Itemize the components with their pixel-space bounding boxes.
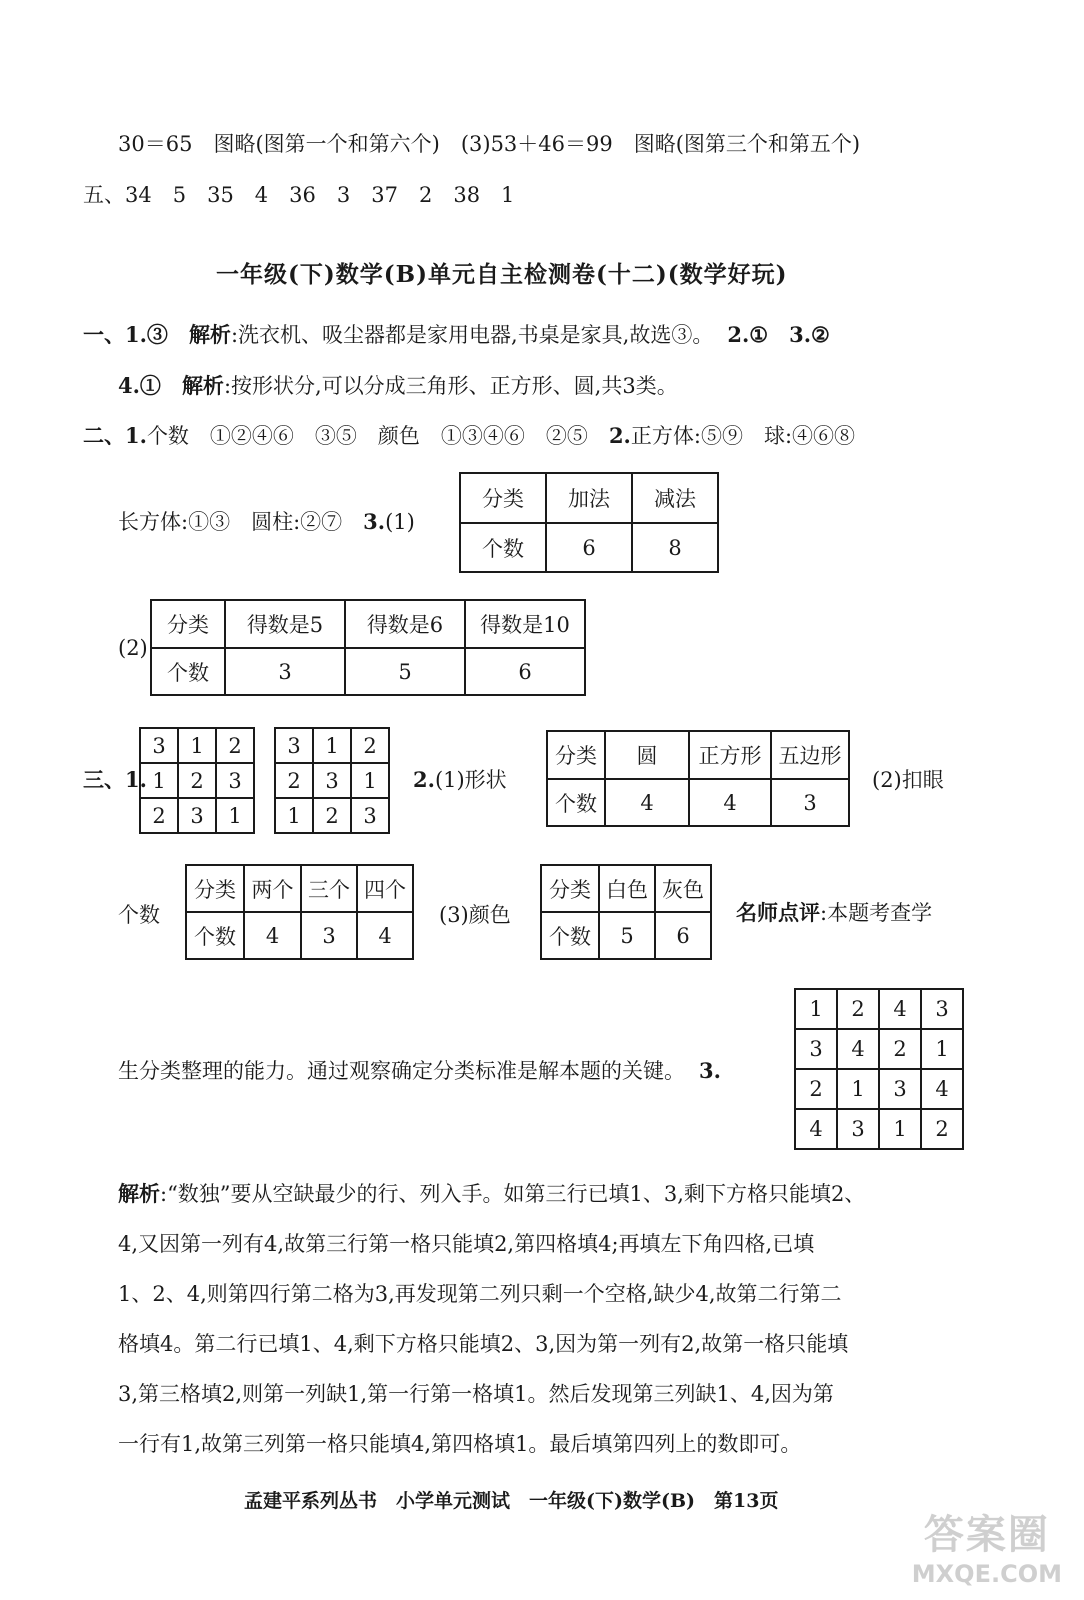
grid-a (139, 727, 255, 834)
sudoku-cell: 1 (837, 1069, 879, 1109)
grid-cell: 3 (275, 728, 313, 763)
page-title: 一年级(下)数学(B)单元自主检测卷(十二)(数学好玩) (216, 261, 788, 288)
section3-q2-label: (1)形状 (434, 768, 507, 792)
table-holes (185, 864, 414, 960)
table-cell: 四个 (357, 865, 413, 912)
table-cell: 两个 (244, 865, 301, 912)
sudoku-cell: 3 (879, 1069, 921, 1109)
section2-text: 个数 ①②④⑥ ③⑤ 颜色 ①③④⑥ ②⑤ (146, 424, 609, 448)
analysis-text: :按形状分,可以分成三角形、正方形、圆,共3类。 (223, 374, 678, 398)
table-cell: 6 (655, 912, 711, 959)
analysis-line-1 (118, 1180, 865, 1208)
table-cell: 个数 (151, 648, 225, 695)
table-cell: 个数 (186, 912, 244, 959)
table-shape (546, 730, 850, 827)
grid-cell: 1 (313, 728, 351, 763)
table-cell: 得数是6 (345, 600, 465, 648)
table-cell: 5 (345, 648, 465, 695)
sudoku-cell: 1 (921, 1029, 963, 1069)
analysis-label: 解析 (181, 373, 224, 398)
grid-cell: 1 (275, 798, 313, 833)
page-footer: 孟建平系列丛书 小学单元测试 一年级(下)数学(B) 第13页 (244, 1490, 779, 1512)
table-cell: 三个 (301, 865, 357, 912)
table-cell: 五边形 (771, 731, 849, 779)
section1-line1 (83, 321, 830, 349)
grid-cell: 1 (178, 728, 216, 763)
grid-cell: 3 (313, 763, 351, 798)
section3-buttons-label: (2)扣眼 (872, 768, 944, 792)
grid-cell: 1 (216, 798, 254, 833)
table-cell: 分类 (460, 473, 546, 523)
sudoku-cell: 3 (837, 1109, 879, 1149)
sudoku-cell: 2 (879, 1029, 921, 1069)
section2-q2: 2. (608, 423, 631, 448)
teacher-comment-cont: 生分类整理的能力。通过观察确定分类标准是解本题的关键。 (118, 1059, 685, 1083)
section2-line1 (83, 422, 855, 450)
table-cell: 3 (225, 648, 345, 695)
grid-cell: 3 (216, 763, 254, 798)
grid-cell: 2 (140, 798, 178, 833)
section3-q2-line (413, 766, 507, 794)
table-cell: 得数是5 (225, 600, 345, 648)
watermark (912, 1503, 1062, 1588)
section1-q4: 4.① (118, 373, 182, 398)
table-cell: 圆 (605, 731, 689, 779)
section2-line2-text: 长方体:①③ 圆柱:②⑦ (118, 510, 364, 534)
table-results (150, 599, 586, 696)
sudoku-cell: 2 (795, 1069, 837, 1109)
grid-cell: 3 (140, 728, 178, 763)
analysis-label: 解析 (188, 322, 231, 347)
sudoku-cell: 4 (795, 1109, 837, 1149)
watermark-text: 答案圈 (923, 1511, 1050, 1558)
table-color (540, 864, 712, 960)
answer-line-continued: 30＝65 图略(图第一个和第六个) (3)53＋46＝99 图略(图第三个和第五个) (118, 132, 861, 156)
sudoku-cell: 4 (837, 1029, 879, 1069)
analysis-text: :“数独”要从空缺最少的行、列入手。如第三行已填1、3,剩下方格只能填2、 (160, 1182, 866, 1206)
table-cell: 个数 (460, 523, 546, 572)
grid-cell: 3 (178, 798, 216, 833)
section3-lead: 三、1. (83, 767, 147, 792)
section2-line2 (118, 508, 415, 536)
section3-q3: 3. (699, 1058, 721, 1083)
section2-q3: 3. (363, 509, 386, 534)
watermark-url: MXQE.COM (911, 1560, 1062, 1588)
table-cell: 灰色 (655, 865, 711, 912)
table-cell: 6 (465, 648, 585, 695)
section2-text2: 正方体:⑤⑨ 球:④⑥⑧ (630, 424, 856, 448)
grid-cell: 2 (351, 728, 389, 763)
grid-b (274, 727, 390, 834)
table-cell: 4 (244, 912, 301, 959)
table-cell: 分类 (186, 865, 244, 912)
analysis-label: 解析 (118, 1181, 160, 1206)
grid-cell: 2 (178, 763, 216, 798)
section1-line2 (118, 372, 678, 400)
table-cell: 8 (632, 523, 718, 572)
table-cell: 4 (357, 912, 413, 959)
analysis-text: :洗衣机、吸尘器都是家用电器,书桌是家具,故选③。 (230, 323, 714, 347)
grid-cell: 2 (216, 728, 254, 763)
table-cell: 4 (689, 779, 771, 826)
table-cell: 分类 (547, 731, 605, 779)
section1-lead: 一、1.③ (83, 322, 189, 347)
table-cell: 个数 (541, 912, 599, 959)
grid-cell: 2 (313, 798, 351, 833)
section3-count-label: 个数 (118, 903, 160, 927)
table-cell: 分类 (151, 600, 225, 648)
grid-cell: 1 (351, 763, 389, 798)
analysis-line-4: 格填4。第二行已填1、4,剩下方格只能填2、3,因为第一列有2,故第一格只能填 (118, 1332, 849, 1356)
section2-q3-part1: (1) (385, 510, 415, 534)
table-add-sub (459, 472, 719, 573)
sudoku-cell: 1 (795, 989, 837, 1029)
grid-cell: 3 (351, 798, 389, 833)
section3-q2: 2. (413, 767, 435, 792)
table-cell: 5 (599, 912, 655, 959)
table-cell: 4 (605, 779, 689, 826)
teacher-comment-label: 名师点评 (736, 900, 820, 925)
teacher-comment (736, 899, 932, 927)
sudoku-cell: 2 (921, 1109, 963, 1149)
analysis-line-5: 3,第三格填2,则第一列缺1,第一行第一格填1。然后发现第三列缺1、4,因为第 (118, 1382, 834, 1406)
table-cell: 3 (301, 912, 357, 959)
section2-q3-part2-label: (2) (118, 636, 148, 660)
grid-cell: 1 (140, 763, 178, 798)
sudoku-cell: 3 (921, 989, 963, 1029)
table-cell: 白色 (599, 865, 655, 912)
sudoku-cell: 4 (879, 989, 921, 1029)
section3-color-label: (3)颜色 (439, 903, 511, 927)
table-cell: 加法 (546, 473, 632, 523)
table-cell: 减法 (632, 473, 718, 523)
sudoku-grid (794, 988, 964, 1150)
section1-answers: 2.① 3.② (727, 322, 830, 347)
table-cell: 6 (546, 523, 632, 572)
sudoku-cell: 4 (921, 1069, 963, 1109)
table-cell: 得数是10 (465, 600, 585, 648)
table-cell: 个数 (547, 779, 605, 826)
sudoku-cell: 3 (795, 1029, 837, 1069)
analysis-line-3: 1、2、4,则第四行第二格为3,再发现第二列只剩一个空格,缺少4,故第二行第二 (118, 1282, 842, 1306)
grid-cell: 2 (275, 763, 313, 798)
teacher-comment-text: :本题考查学 (820, 901, 933, 925)
analysis-line-6: 一行有1,故第三列第一格只能填4,第四格填1。最后填第四列上的数即可。 (118, 1432, 802, 1456)
sudoku-cell: 2 (837, 989, 879, 1029)
answer-line-section5: 五、34 5 35 4 36 3 37 2 38 1 (83, 183, 515, 207)
analysis-line-2: 4,又因第一列有4,故第三行第一格只能填2,第四格填4;再填左下角四格,已填 (118, 1232, 815, 1256)
table-cell: 正方形 (689, 731, 771, 779)
table-cell: 3 (771, 779, 849, 826)
section2-lead: 二、1. (83, 423, 147, 448)
teacher-comment-continued (118, 1057, 721, 1085)
sudoku-cell: 1 (879, 1109, 921, 1149)
table-cell: 分类 (541, 865, 599, 912)
